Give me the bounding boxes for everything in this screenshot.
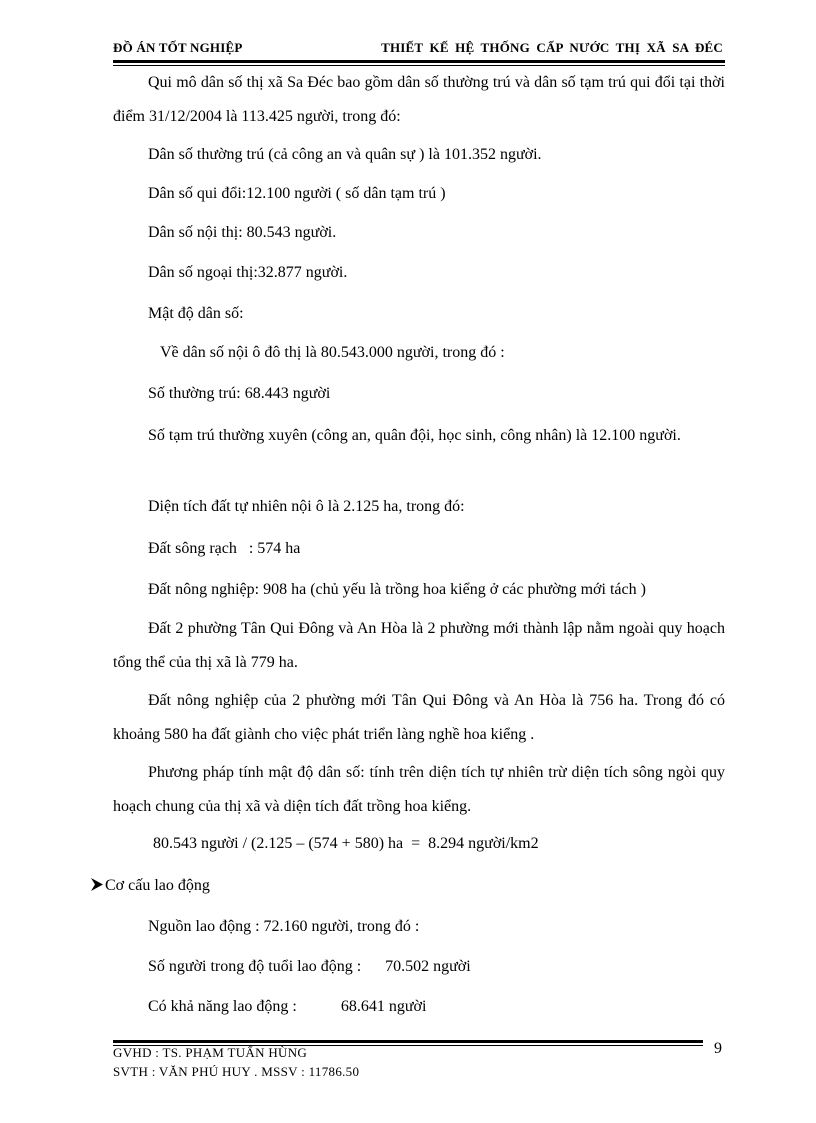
section-labor-structure xyxy=(91,869,210,903)
footer-supervisor: GVHD : TS. PHẠM TUẤN HÙNG xyxy=(113,1045,308,1060)
section-labor-structure-label: Cơ cấu lao động xyxy=(105,877,210,894)
header-project-title: ĐỒ ÁN TỐT NGHIỆP xyxy=(113,40,243,55)
paragraph-density-heading: Mật độ dân số: xyxy=(148,305,244,322)
header-thesis-title: THIẾT KẾ HỆ THỐNG CẤP NƯỚC THỊ XÃ SA ĐÉC xyxy=(381,40,723,55)
paragraph-permanent-count: Số thường trú: 68.443 người xyxy=(148,385,331,402)
paragraph-temporary-residents: Số tạm trú thường xuyên (công an, quân đội, học sinh, công nhân) là 12.100 người. xyxy=(148,427,681,444)
footer-student: SVTH : VĂN PHÚ HUY . MSSV : 11786.50 xyxy=(113,1064,360,1079)
paragraph-permanent-residents: Dân số thường trú (cả công an và quân sự ) là 101.352 người. xyxy=(148,146,542,163)
paragraph-river-land: Đất sông rạch : 574 ha xyxy=(148,540,301,557)
paragraph-new-wards-agriculture: Đất nông nghiệp của 2 phường mới Tân Qui Đông và An Hòa là 756 ha. Trong đó có khoảng 580 ha đất giành cho việc phát triển làng nghề hoa kiểng . xyxy=(113,692,725,743)
footer-rule xyxy=(113,1040,703,1043)
paragraph-density-method: Phương pháp tính mật độ dân số: tính trên diện tích tự nhiên trừ diện tích sông ngòi quy hoạch chung của thị xã và diện tích đất trồng hoa kiểng. xyxy=(113,764,725,815)
header-rule xyxy=(113,60,725,63)
paragraph-urban-population: Về dân số nội ô đô thị là 80.543.000 người, trong đó : xyxy=(160,344,505,361)
paragraph-able-to-work: Có khả năng lao động : 68.641 người xyxy=(148,998,427,1015)
paragraph-agricultural-land: Đất nông nghiệp: 908 ha (chủ yếu là trồng hoa kiểng ở các phường mới tách ) xyxy=(148,581,646,598)
paragraph-natural-area: Diện tích đất tự nhiên nội ô là 2.125 ha, trong đó: xyxy=(148,498,465,515)
paragraph-inner-city-population: Dân số nội thị: 80.543 người. xyxy=(148,224,337,241)
paragraph-converted-population: Dân số qui đổi:12.100 người ( số dân tạm trú ) xyxy=(148,185,446,202)
paragraph-working-age: Số người trong độ tuổi lao động : 70.502 người xyxy=(148,958,471,975)
paragraph-new-wards-area: Đất 2 phường Tân Qui Đông và An Hòa là 2 phường mới thành lập nằm ngoài quy hoạch tổng thể của thị xã là 779 ha. xyxy=(113,620,725,671)
paragraph-suburban-population: Dân số ngoại thị:32.877 người. xyxy=(148,264,348,281)
density-formula: 80.543 người / (2.125 – (574 + 580) ha = 8.294 người/km2 xyxy=(153,835,539,852)
paragraph-labor-source: Nguồn lao động : 72.160 người, trong đó : xyxy=(148,918,420,935)
page-number: 9 xyxy=(714,1040,722,1057)
paragraph-population-scale: Qui mô dân số thị xã Sa Đéc bao gồm dân số thường trú và dân số tạm trú qui đổi tại thời điểm 31/12/2004 là 113.425 người, trong đó: xyxy=(113,74,725,125)
arrow-bullet-icon xyxy=(91,869,103,903)
